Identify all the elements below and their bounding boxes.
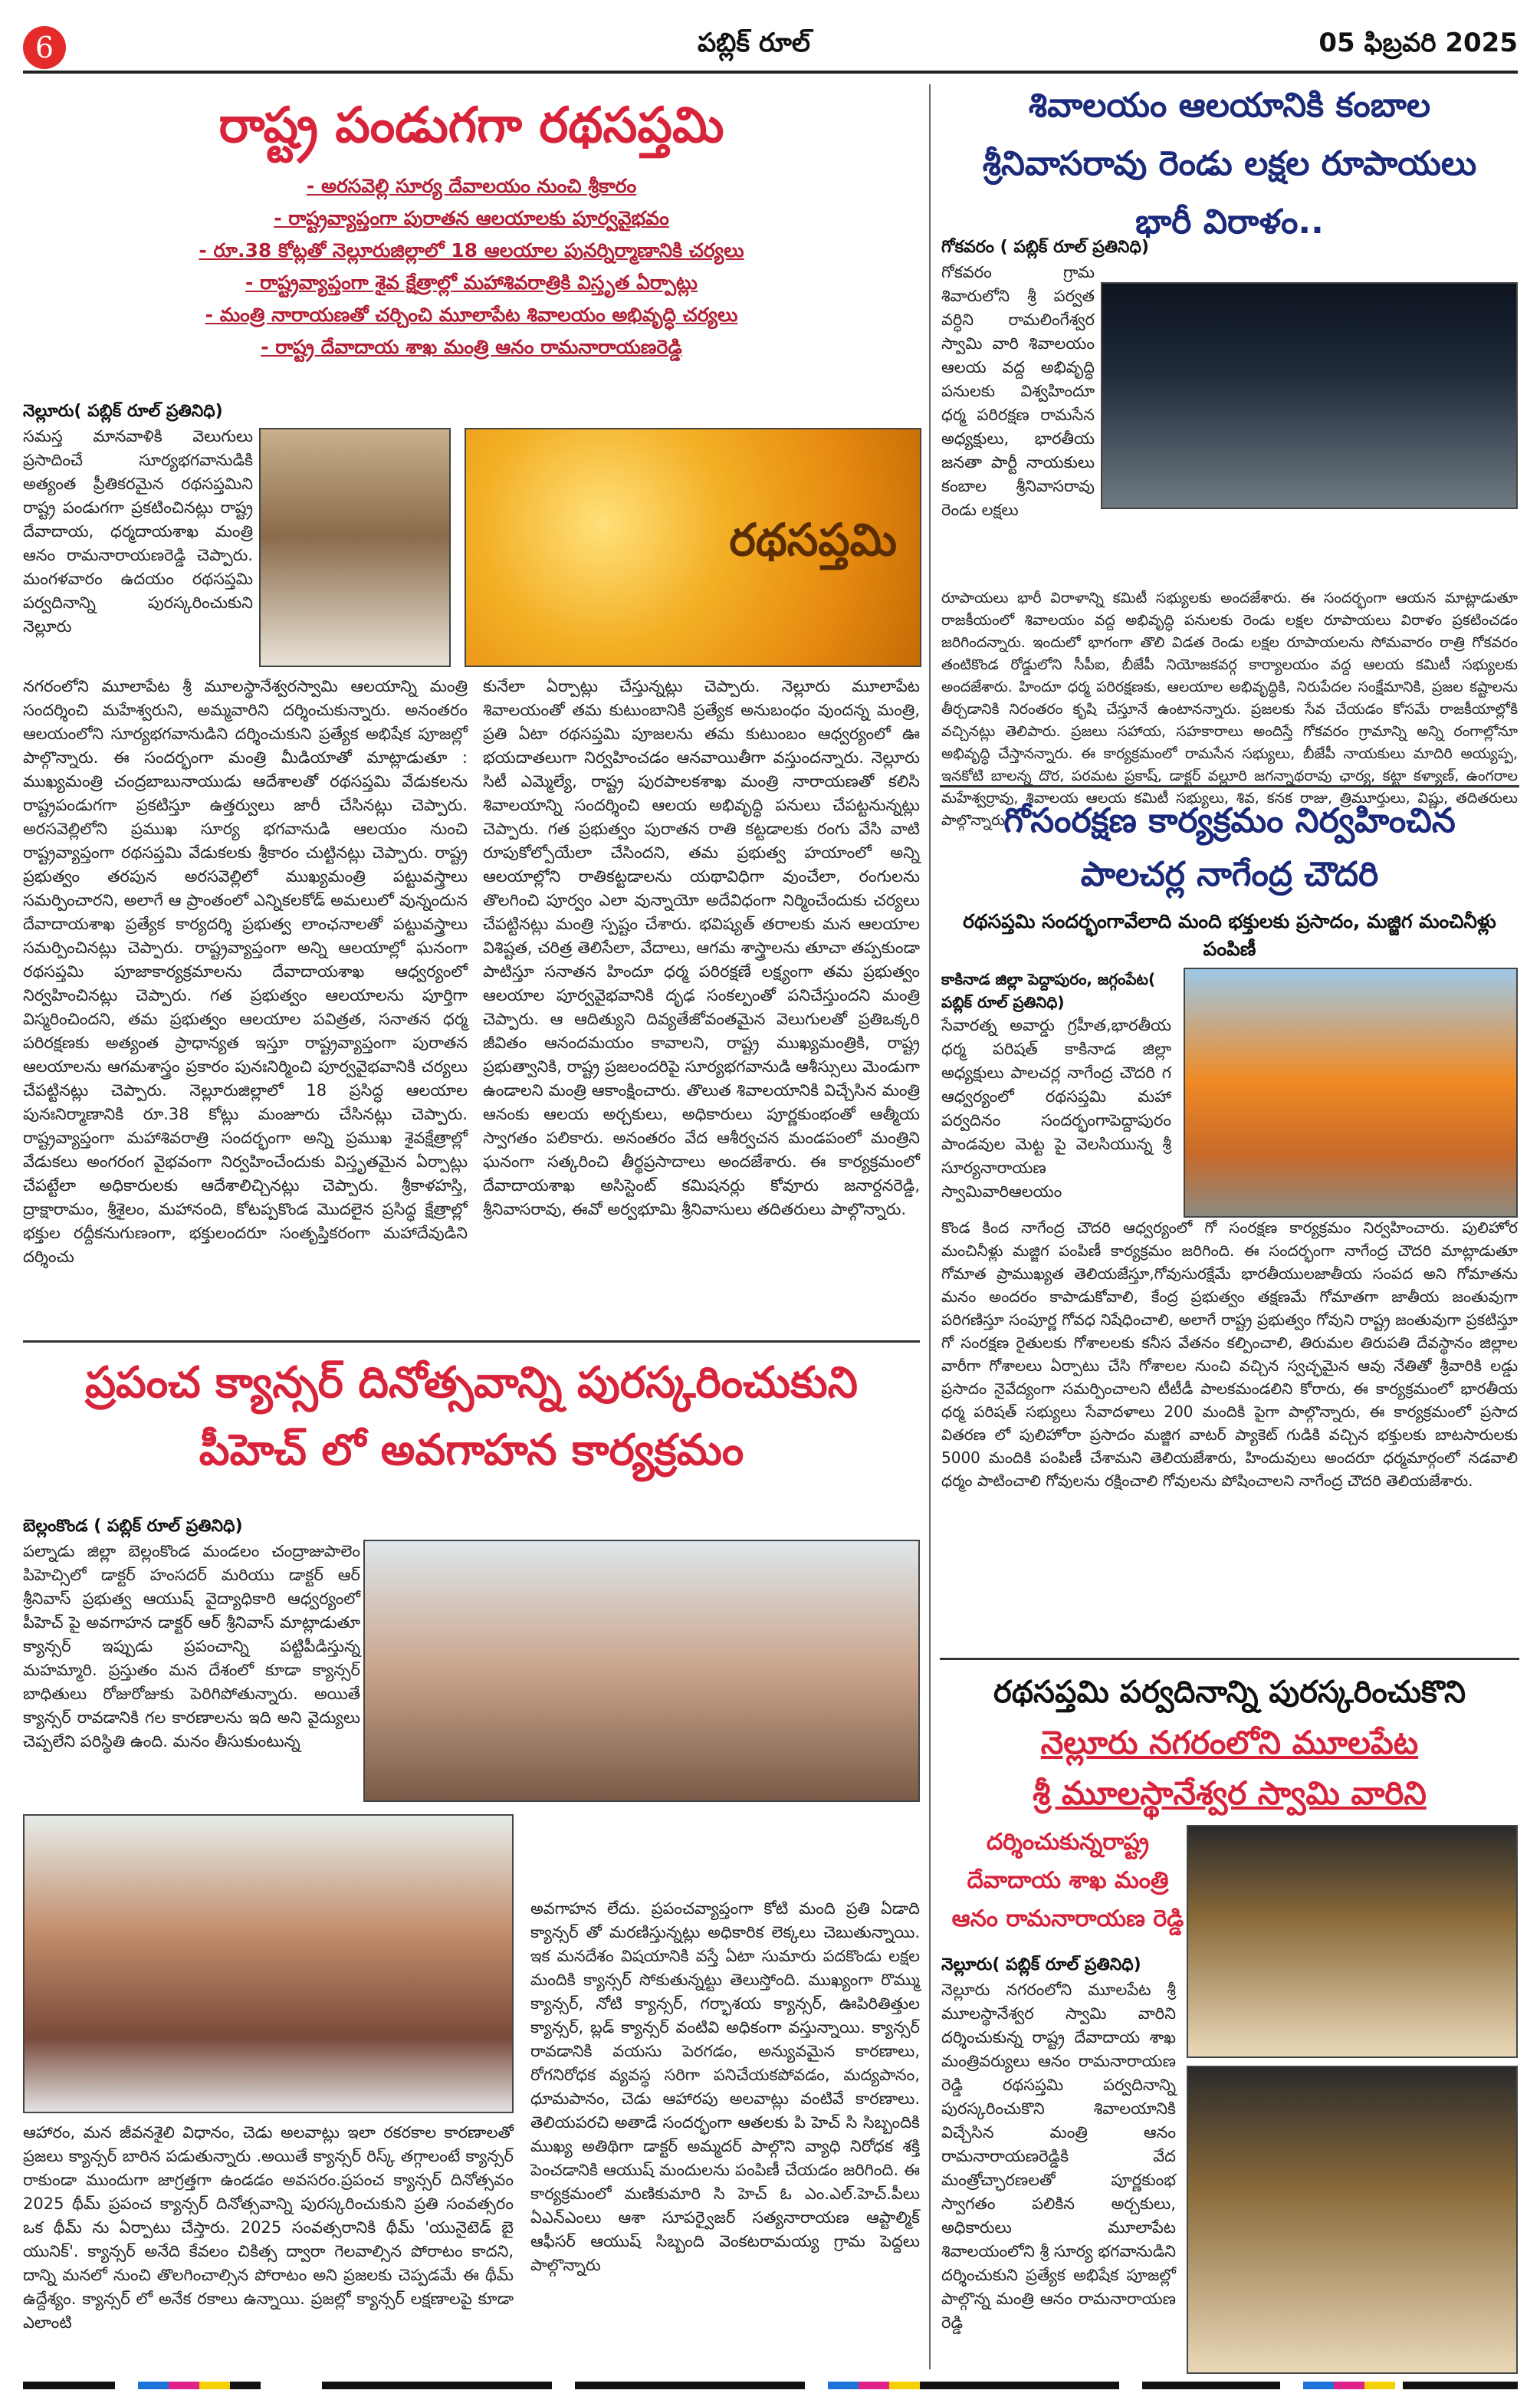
- story1-col1-narrow: సమస్త మానవాళికి వెలుగులు ప్రసాదించే సూర్యభగవానుడికి అత్యంత ప్రీతికరమైన రథసప్తమిని రాష్ట్ర పండుగగా ప్రకటించినట్లు రాష్ట్ర దేవాదాయ, ధర్మదాయశాఖ మంత్రి ఆనం రామనారాయణరెడ్డి చెప్పారు. మంగళవారం ఉదయం రథసప్తమి పర్వదినాన్ని పురస్కరించుకుని నెల్లూరు: [23, 427, 253, 636]
- go-samrakshana-event-photo: [1184, 968, 1518, 1218]
- women-with-medicines-photo: [23, 1814, 514, 2113]
- story1-bullets: [23, 170, 920, 363]
- story1-bullet: - రాష్ట్రవ్యాప్తంగా శైవ క్షేత్రాల్లో మహాశివరాత్రికి విస్తృత ఏర్పాట్లు: [245, 271, 698, 294]
- story4-bottom-left-text: ఆహారం, మన జీవనశైలి విధానం, చెడు అలవాట్లు ఇలా రకరకాల కారణాలతో ప్రజలు క్యాన్సర్ బారిన పడుతున్నారు .అయితే క్యాన్సర్ రిస్క్ తగ్గాలంటే క్యాన్సర్ రాకుండా ముందుగా జాగ్రత్తగా ఉండడం అవసరం.ప్రపంచ క్యాన్సర్ దినోత్సవం 2025 థీమ్ ప్రపంచ క్యాన్సర్ దినోత్సవాన్ని పురస్కరించుకుని ప్రతి సంవత్సరం ఒక థీమ్ ను ఏర్పాటు చేస్తారు. 2025 సంవత్సరానికి థీమ్ 'యునైటెడ్ బై యునిక్'. క్యాన్సర్ అనేది కేవలం చికిత్స ద్వారా గెలవాల్సిన పోరాటం కాదని, దాన్ని మనలో నుంచి తొలగించాల్సిన పోరాటం అని ప్రజలకు చెప్పడమే ఈ థీమ్ ఉద్దేశ్యం. క్యాన్సర్ లో అనేక రకాలు ఉన్నాయి. ప్రజల్లో క్యాన్సర్ లక్షణాలపై కూడా ఎలాంటి: [23, 2123, 514, 2332]
- story5-headline-line1: రథసప్తమి పర్వదినాన్ని పురస్కరించుకొని: [993, 1675, 1466, 1710]
- rathasaptami-surya-image: [465, 428, 921, 667]
- story3-byline: కాకినాడ జిల్లా పెద్దాపురం, జగ్గంపేట( పబ్లిక్ రూల్ ప్రతినిధి): [941, 970, 1156, 1011]
- story2-narrow-text: గోకవరం గ్రామ శివారులోని శ్రీ పర్వత వర్ధిని రామలింగేశ్వర స్వామి వారి శివాలయం ఆలయ వద్ద అభివృద్ధి పనులకు విశ్వహిందూ ధర్మ పరిరక్షణ రామసేన అధ్యక్షులు, భారతీయ జనతా పార్టీ నాయకులు కంబాల శ్రీనివాసరావు రెండు లక్షలు: [941, 263, 1095, 519]
- story5-headline-line2: నెల్లూరు నగరంలోని మూలపేట: [1040, 1724, 1419, 1761]
- story3-headline-line1: గోసంరక్షణ కార్యక్రమం నిర్వహించిన: [1003, 801, 1456, 840]
- minister-puja-photo-1: [1187, 1825, 1518, 2058]
- story4-right-col-text: అవగాహన లేదు. ప్రపంచవ్యాప్తంగా కోటి మంది ప్రతి ఏడాది క్యాన్సర్ తో మరణిస్తున్నట్లు అధికారిక లెక్కలు చెబుతున్నాయి. ఇక మనదేశం విషయానికి వస్తే ఏటా సుమారు పదకొండు లక్షల మందికి క్యాన్సర్ సోకుతున్నట్టు తెలుస్తోంది. ముఖ్యంగా రొమ్ము క్యాన్సర్, నోటి క్యాన్సర్, గర్భాశయ క్యాన్సర్, ఊపిరితిత్తుల క్యాన్సర్, బ్లడ్ క్యాన్సర్ వంటివి అధికంగా వస్తున్నాయి. క్యాన్సర్ రావడానికి వయసు పెరగడం, అన్యువమైన కారణాలు, రోగనిరోధక వ్యవస్థ సరిగా పనిచేయకపోవడం, మద్యపానం, ధూమపానం, చెడు ఆహారపు అలవాట్లు వంటివే కారణాలు. తెలియపరచి అతాడే సందర్భంగా ఆతలకు పి హెచ్ సి సిబ్బందికి ముఖ్య అతిథిగా డాక్టర్ అమ్మదర్ పాల్గొని వ్యాధి నిరోధక శక్తి పెంచడానికి ఆయుష్ మందులను పంపిణీ చేయడం జరిగింది. ఈ కార్యక్రమంలో మణికుమారి సి హెచ్ ఓ ఎం.ఎల్.హెచ్.పీలు ఏఎన్ఎంలు ఆశా సూపర్వైజర్ సత్యనారాయణ ఆప్టాల్మిక్ ఆఫీసర్ ఆయుష్ సిబ్బంది వెంకటరామయ్య గ్రామ పెద్దలు పాల్గొన్నారు: [530, 1899, 920, 2274]
- story5-byline: నెల్లూరు( పబ్లిక్ రూల్ ప్రతినిధి): [941, 1955, 1141, 1974]
- story5-subheadline-line1: దర్శించుకున్నరాష్ట్ర: [986, 1829, 1150, 1856]
- phc-awareness-photo: [363, 1540, 920, 1802]
- donation-handover-photo: [1101, 282, 1518, 509]
- story5-headline-line3: శ్రీ మూలస్థానేశ్వర స్వామి వారిని: [1033, 1774, 1427, 1812]
- story1-bullet: - రాష్ట్రవ్యాప్తంగా పురాతన ఆలయాలకు పూర్వవైభవం: [274, 207, 669, 229]
- page-number-badge: 6: [23, 26, 66, 69]
- story1-col2: కునేలా ఏర్పాట్లు చేస్తున్నట్లు చెప్పారు. నెల్లూరు మూలాపేట శివాలయంతో తమ కుటుంబానికి ప్రత్యేక అనుబంధం వుందన్న మంత్రి, ప్రతి ఏటా రథసప్తమి పూజలను తమ కుటుంబం ఆధ్వర్యంలో ఊ భయదాతలుగా నిర్వహించడం ఆనవాయితీగా వస్తుందన్నారు. నెల్లూరు సిటీ ఎమ్మెల్యే, రాష్ట్ర పురపాలకశాఖ మంత్రి నారాయణతో కలిసి శివాలయాన్ని సందర్శించి ఆలయ అభివృద్ధి పనులు చేపట్టనున్నట్లు చెప్పారు. గత ప్రభుత్వం పురాతన రాతి కట్టడాలకు రంగు వేసి వాటి రూపుకోల్పోయేలా చేసిందని, తమ ప్రభుత్వ హయాంలో అన్ని ఆలయాల్లోని రాతికట్టడాలను యథావిధిగా వుంచేలా, రంగులను తొలగించి పూర్వం ఎలా వున్నాయో అదేవిధంగా నిర్మించేందుకు చర్యలు చేపట్టినట్లు మంత్రి స్పష్టం చేశారు. భవిష్యత్ తరాలకు మన ఆలయాల విశిష్టత, చరిత్ర తెలిసేలా, వేదాలు, ఆగమ శాస్త్రాలను తూచా తప్పకుండా పాటిస్తూ సనాతన హిందూ ధర్మ పరిరక్షణే లక్ష్యంగా తమ ప్రభుత్వం ఆలయాల పూర్వవైభవానికి దృఢ సంకల్పంతో పనిచేస్తుందని మంత్రి చెప్పారు. ఆ ఆదిత్యుని దివ్యతేజోవంతమైన వెలుగులతో ప్రతిఒక్కరి జీవితం ఆనందమయం కావాలని, రాష్ట్ర ముఖ్యమంత్రికి, రాష్ట్ర ప్రభుత్వానికి, రాష్ట్ర ప్రజలందరిపై సూర్యభగవానుడి ఆశీస్సులు మెండుగా ఉండాలని మంత్రి ఆకాంక్షించారు. తొలుత శివాలయానికి విచ్చేసిన మంత్రి ఆనంకు ఆలయ అర్చకులు, అధికారులు పూర్ణకుంభంతో ఆత్మీయ స్వాగతం పలికారు. అనంతరం వేద ఆశీర్వచన మండపంలో మంత్రిని ఘనంగా సత్కరించి తీర్థప్రసాదాలు అందజేశారు. ఈ కార్యక్రమంలో దేవాదాయశాఖ అసిస్టెంట్ కమిషనర్లు కోవూరు జనార్దనరెడ్డి, శ్రీనివాసరావు, ఈవో అర్వభూమి శ్రీనివాసులు తదితరులు పాల్గొన్నారు.: [483, 677, 920, 1218]
- header-rule: [23, 71, 1518, 74]
- story3-narrow-text: సేవారత్న అవార్డు గ్రహీత,భారతీయ ధర్మ పరిషత్ కాకినాడ జిల్లా అధ్యక్షులు పాలచర్ల నాగేంద్ర చౌదరి గ ఆధ్వర్యంలో రథసప్తమి మహా పర్వదినం సందర్భంగాపెద్దాపురం పాండవుల మెట్ట పై వెలసియున్న శ్రీ సూర్యనారాయణ స్వామివారిఆలయం: [941, 1016, 1171, 1201]
- story-separator: [940, 785, 1519, 787]
- story1-col1-wide: నగరంలోని మూలాపేట శ్రీ మూలస్థానేశ్వరస్వామి ఆలయాన్ని మంత్రి సందర్శించి మహేశ్వరుని, అమ్మవారిని దర్శించుకున్నారు. అనంతరం ఆలయంలోని సూర్యభగవానుడిని దర్శించుకుని ప్రత్యేక అభిషేక పూజల్లో పాల్గొన్నారు. ఈ సందర్భంగా మంత్రి మీడియాతో మాట్లాడుతూ : ముఖ్యమంత్రి చంద్రబాబునాయుడు ఆదేశాలతో రథసప్తమి వేడుకలను రాష్ట్రపండుగగా ప్రకటిస్తూ ఉత్తర్వులు జారీ చేసినట్లు చెప్పారు. అరసవెల్లిలోని ప్రముఖ సూర్య భగవానుడి ఆలయం నుంచి రాష్ట్రవ్యాప్తంగా రథసప్తమి వేడుకలకు శ్రీకారం చుట్టినట్లు చెప్పారు. రాష్ట్ర ప్రభుత్వం తరపున అరసవెల్లిలో ముఖ్యమంత్రి పట్టువస్త్రాలు సమర్పించారని, అలాగే ఆ ప్రాంతంలో ఎన్నికలకోడ్ అమలులో వున్నందున దేవాదాయశాఖ ప్రత్యేక కార్యదర్శి ప్రభుత్వ లాంఛనాలతో పట్టువస్త్రాలు సమర్పించినట్లు చెప్పారు. రాష్ట్రవ్యాప్తంగా అన్ని ఆలయాల్లో ఘనంగా రథసప్తమి పూజాకార్యక్రమాలను దేవాదాయశాఖ ఆధ్వర్యంలో నిర్వహించినట్లు చెప్పారు. గత ప్రభుత్వం ఆలయాలను పూర్తిగా విస్మరించిందని, తమ ప్రభుత్వం ఆలయాల పవిత్రత, సనాతన ధర్మ పరిరక్షణకు అత్యంత ప్రాధాన్యత ఇస్తూ రాష్ట్రవ్యాప్తంగా పురాతన ఆలయాలను ఆగమశాస్త్రం ప్రకారం పునఃనిర్మించి పూర్వవైభవానికి చర్యలు చేపట్టినట్లు చెప్పారు. నెల్లూరుజిల్లాలో 18 ప్రసిద్ధ ఆలయాల పునఃనిర్మాణానికి రూ.38 కోట్లు మంజూరు చేసినట్లు చెప్పారు. రాష్ట్రవ్యాప్తంగా మహాశివరాత్రి సందర్భంగా అన్ని ప్రముఖ శైవక్షేత్రాల్లో వేడుకలు అంగరంగ వైభవంగా నిర్వహించేందుకు విస్తృతమైన ఏర్పాట్లు చేపట్టేలా అధికారులకు ఆదేశాలిచ్చినట్లు చెప్పారు. శ్రీకాళహస్తి, ద్రాక్షారామం, శ్రీశైలం, మహానంది, కోటప్పకొండ మొదలైన ప్రసిద్ధ క్షేత్రాల్లో భక్తుల రద్దీకనుగుణంగా, భక్తులందరూ సంతృప్తికరంగా మహాదేవుడిని దర్శించు: [23, 677, 468, 1266]
- story1-byline: నెల్లూరు( పబ్లిక్ రూల్ ప్రతినిధి): [23, 402, 223, 421]
- story2-wide-text: రూపాయలు భారీ విరాళాన్ని కమిటీ సభ్యులకు అందజేశారు. ఈ సందర్భంగా ఆయన మాట్లాడుతూ రాజకీయంలో శివాలయం వద్ద అభివృద్ధి పనులకు రెండు లక్షల రూపాయలు విరాళం ప్రకటించడం జరిగిందన్నారు. ఇందులో భాగంగా తొలి విడత రెండు లక్షల రూపాయలను సోమవారం రాత్రి గోకవరం తంటికొండ రోడ్డులోని సీపీఐ, బీజేపీ నియోజకవర్గ కార్యాలయం వద్ద ఆలయ కమిటీ సభ్యులకు అందజేశారు. హిందూ ధర్మ పరిరక్షణకు, ఆలయాల అభివృద్ధికి, నిరుపేదల సంక్షేమానికి, ప్రజల కష్టాలను తీర్చడానికి నిరంతరం కృషి చేస్తూనే ఉంటానన్నారు. ప్రజలకు సేవ చేయడం కోసమే రాజకీయాల్లోకి వచ్చినట్లు తెలిపారు. ప్రజలు సహాయ, సహకారాలు అందిస్తే గోకవరం గ్రామాన్ని అన్ని రంగాల్లోనూ అభివృద్ధి చేస్తానన్నారు. ఈ కార్యక్రమంలో రామసేన సభ్యులు, బీజేపీ నాయకులు మాదిరి అయ్యప్ప, ఇనకోటి బాలన్న దొర, పరమట ప్రకాష్, డాక్టర్ వల్లూరి జగన్నాథరావు ఛార్య, కట్టా కళ్యాణ్, ఉంగరాల మహేశ్వర్రావు, శివాలయ ఆలయ కమిటీ సభ్యులు, శివ, కనక రాజు, త్రిమూర్తులు, విష్ణు, తదితరులు పాల్గొన్నారు.: [941, 590, 1518, 829]
- story4-narrow-text: పల్నాడు జిల్లా బెల్లంకొండ మండలం చంద్రాజుపాలెం పిహెచ్సిలో డాక్టర్ హంసదర్ మరియు డాక్టర్ ఆర్ శ్రీనివాస్ ప్రభుత్వ ఆయుష్ వైద్యాధికారి ఆధ్వర్యంలో పీహెచ్ పై అవగాహన డాక్టర్ ఆర్ శ్రీనివాస్ మాట్లాడుతూ క్యాన్సర్ ఇప్పుడు ప్రపంచాన్ని పట్టిపీడిస్తున్న మహమ్మారి. ప్రస్తుతం మన దేశంలో కూడా క్యాన్సర్ బాధితులు రోజురోజుకు పెరిగిపోతున్నారు. అయితే క్యాన్సర్ రావడానికి గల కారణాలను ఇది అని వైద్యులు చెప్పలేని పరిస్థితి ఉంది. మనం తీసుకుంటున్న: [23, 1542, 360, 1751]
- story4-byline: బెల్లంకొండ ( పబ్లిక్ రూల్ ప్రతినిధి): [23, 1517, 243, 1536]
- minister-puja-photo-2: [1187, 2066, 1518, 2374]
- story3-wide-text: కొండ కింద నాగేంద్ర చౌదరి ఆధ్వర్యంలో గో సంరక్షణ కార్యక్రమం నిర్వహించారు. పులిహోర మంచినీళ్లు మజ్జిగ పంపిణీ కార్యక్రమం జరిగింది. ఈ సందర్భంగా నాగేంద్ర చౌదరి మాట్లాడుతూ గోమాత ప్రాముఖ్యత తెలియజేస్తూ,గోవుసురక్షేమే భారతీయులజాతీయ సంపద అని గోమాతను మనం అందరం కాపాడుకోవాలి, కేంద్ర ప్రభుత్వం తక్షణమే గోమాతగా జాతీయ జంతువుగా పరిగణిస్తూ సంపూర్ణ గోవధ నిషేధించాలి, అలాగే రాష్ట్ర ప్రభుత్వం గోవుని రాష్ట్ర జంతువుగా ప్రకటిస్తూ గో సంరక్షణ రైతులకు గోశాలలకు కనీస వేతనం కల్పించాలి, తిరుమల తిరుపతి దేవస్థానం జిల్లాల వారీగా గోశాలలు ఏర్పాటు చేసి గోశాలల నుంచి వచ్చిన స్వచ్ఛమైన ఆవు నేతితో శ్రీవారికి లడ్డు ప్రసాదం నైవేద్యంగా సమర్పించాలని టీటీడీ పాలకమండలిని కోరారు, ఈ కార్యక్రమంలో భారతీయ ధర్మ పరిషత్ సభ్యులు సేవాదళాలు 200 మందికి పైగా పాల్గొన్నారు, ఈ కార్యక్రమంలో ప్రసాద వితరణ లో పులిహోరా ప్రసాదం మజ్జిగ వాటర్ ప్యాకెట్ గుడికి వచ్చిన భక్తులకు బాటసారులకు 5000 మందికి పంపిణీ చేశామని తెలియజేశారు, హిందువులు అందరూ ధర్మమార్గంలో నడవాలి ధర్మం పాటించాలి గోవులను రక్షించాలి గోవులను పోషించాలని నాగేంద్ర చౌదరి తెలియజేశారు.: [941, 1218, 1518, 1490]
- story1-bullet: - రాష్ట్ర దేవాదాయ శాఖ మంత్రి ఆనం రామనారాయణరెడ్డి: [261, 336, 682, 358]
- story-separator: [940, 1658, 1519, 1660]
- story-rathasaptami: [23, 84, 920, 1334]
- issue-date: 05 ఫిబ్రవరి 2025: [1318, 28, 1518, 58]
- story2-byline: గోకవరం ( పబ్లిక్ రూల్ ప్రతినిధి): [941, 238, 1149, 257]
- story1-bullet: - అరసవెల్లి సూర్య దేవాలయం నుంచి శ్రీకారం: [306, 175, 637, 197]
- story2-headline-line3: భారీ విరాళం..: [1135, 202, 1324, 242]
- story5-body: నెల్లూరు నగరంలోని మూలపేట శ్రీ మూలస్థానేశ్వర స్వామి వారిని దర్శించుకున్న రాష్ట్ర దేవాదాయ శాఖ మంత్రివర్యులు ఆనం రామనారాయణ రెడ్డి రథసప్తమి పర్వదినాన్ని పురస్కరించుకొని శివాలయానికి విచ్చేసిన మంత్రి ఆనం రామనారాయణరెడ్డికి వేద మంత్రోచ్ఛారణలతో పూర్ణకుంభ స్వాగతం పలికిన అర్చకులు, అధికారులు మూలాపేట శివాలయంలోని శ్రీ సూర్య భగవానుడిని దర్శించుకుని ప్రత్యేక అభిషేక పూజల్లో పాల్గొన్న మంత్రి ఆనం రామనారాయణ రెడ్డి: [941, 1981, 1176, 2332]
- newspaper-name: పబ్లిక్ రూల్: [698, 28, 810, 58]
- footer-color-strip: [23, 2382, 1518, 2389]
- story2-headline-line2: శ్రీనివాసరావు రెండు లక్షల రూపాయలు: [982, 144, 1477, 183]
- page-header: [23, 23, 1518, 74]
- story4-headline-line2: పీహెచ్ లో అవగాహన కార్యక్రమం: [199, 1425, 744, 1475]
- story1-bullet: - రూ.38 కోట్లతో నెల్లూరుజిల్లాలో 18 ఆలయాల పునర్నిర్మాణానికి చర్యలు: [199, 239, 744, 261]
- story3-subheadline: రథసప్తమి సందర్భంగావేలాది మంది భక్తులకు ప్రసాదం, మజ్జిగ మంచినీళ్లు పంపిణీ: [963, 910, 1496, 960]
- story1-headline: రాష్ట్ర పండుగగా రథసప్తమి: [218, 97, 724, 154]
- story3-headline-line2: పాలచర్ల నాగేంద్ర చౌదరి: [1080, 855, 1379, 894]
- story-separator: [23, 1340, 920, 1343]
- story-go-samrakshana: [941, 794, 1518, 1653]
- column-divider: [929, 84, 931, 2369]
- minister-at-temple-photo: [259, 428, 451, 667]
- story5-subheadline-line3: ఆనం రామనారాయణ రెడ్డి: [951, 1905, 1184, 1932]
- rathasaptami-image-label: రథసప్తమి: [729, 514, 897, 566]
- story4-headline-line1: ప్రపంచ క్యాన్సర్ దినోత్సవాన్ని పురస్కరించుకుని: [85, 1358, 858, 1408]
- story5-subheadline-line2: దేవాదాయ శాఖ మంత్రి: [967, 1867, 1169, 1894]
- story1-bullet: - మంత్రి నారాయణతో చర్చించి మూలాపేట శివాలయం అభివృద్ధి చర్యలు: [205, 304, 738, 326]
- story2-headline-line1: శివాలయం ఆలయానికి కంబాల: [1028, 86, 1431, 125]
